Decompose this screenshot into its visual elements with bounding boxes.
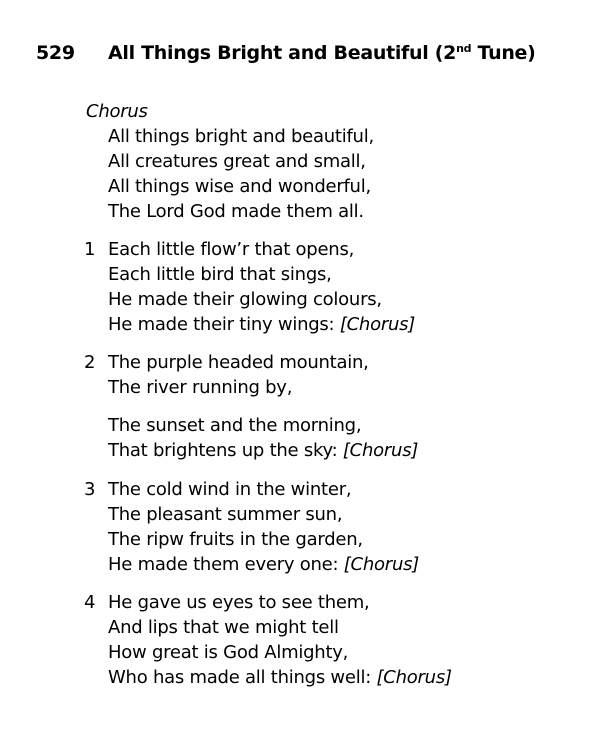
verse-line-with-refrain — [108, 314, 415, 336]
verse-line: He made their tiny wings: — [108, 314, 340, 335]
chorus-line: All creatures great and small, — [108, 151, 366, 172]
chorus-line: All things wise and wonderful, — [108, 176, 371, 197]
verse-line-with-refrain — [108, 667, 452, 689]
verse-number: 2 — [84, 352, 96, 373]
hymn-title-main: All Things Bright and Beautiful (2 — [108, 42, 457, 64]
verse-line: How great is God Almighty, — [108, 642, 349, 663]
verse-line: He made them every one: — [108, 554, 344, 575]
hymn-number: 529 — [36, 42, 75, 64]
verse-line: The ripw fruits in the garden, — [108, 529, 363, 550]
verse-line: Each little flow’r that opens, — [108, 239, 355, 260]
verse-line: And lips that we might tell — [108, 617, 339, 638]
verse-line: He gave us eyes to see them, — [108, 592, 370, 613]
verse-line: The cold wind in the winter, — [108, 479, 352, 500]
verse-number: 3 — [84, 479, 96, 500]
hymn-title — [108, 42, 536, 64]
verse-line: He made their glowing colours, — [108, 289, 382, 310]
verse-number: 4 — [84, 592, 96, 613]
chorus-label: Chorus — [86, 101, 148, 122]
verse-line-with-refrain — [108, 440, 418, 462]
verse-line: That brightens up the sky: — [108, 440, 343, 461]
hymn-title-superscript: nd — [456, 42, 472, 55]
verse-line: Who has made all things well: — [108, 667, 377, 688]
hymn-header — [36, 42, 536, 64]
verse-line: The sunset and the morning, — [108, 415, 362, 436]
chorus-reference: [Chorus] — [339, 314, 416, 335]
chorus-reference: [Chorus] — [343, 554, 420, 575]
chorus-line: All things bright and beautiful, — [108, 126, 374, 147]
verse-line: The pleasant summer sun, — [108, 504, 343, 525]
verse-line-with-refrain — [108, 554, 419, 576]
verse-number: 1 — [84, 239, 96, 260]
verse-line: The river running by, — [108, 377, 293, 398]
chorus-reference: [Chorus] — [342, 440, 419, 461]
chorus-reference: [Chorus] — [376, 667, 452, 688]
verse-line: Each little bird that sings, — [108, 264, 332, 285]
hymn-title-end: Tune) — [471, 42, 536, 64]
chorus-line: The Lord God made them all. — [108, 201, 364, 222]
verse-line: The purple headed mountain, — [108, 352, 369, 373]
